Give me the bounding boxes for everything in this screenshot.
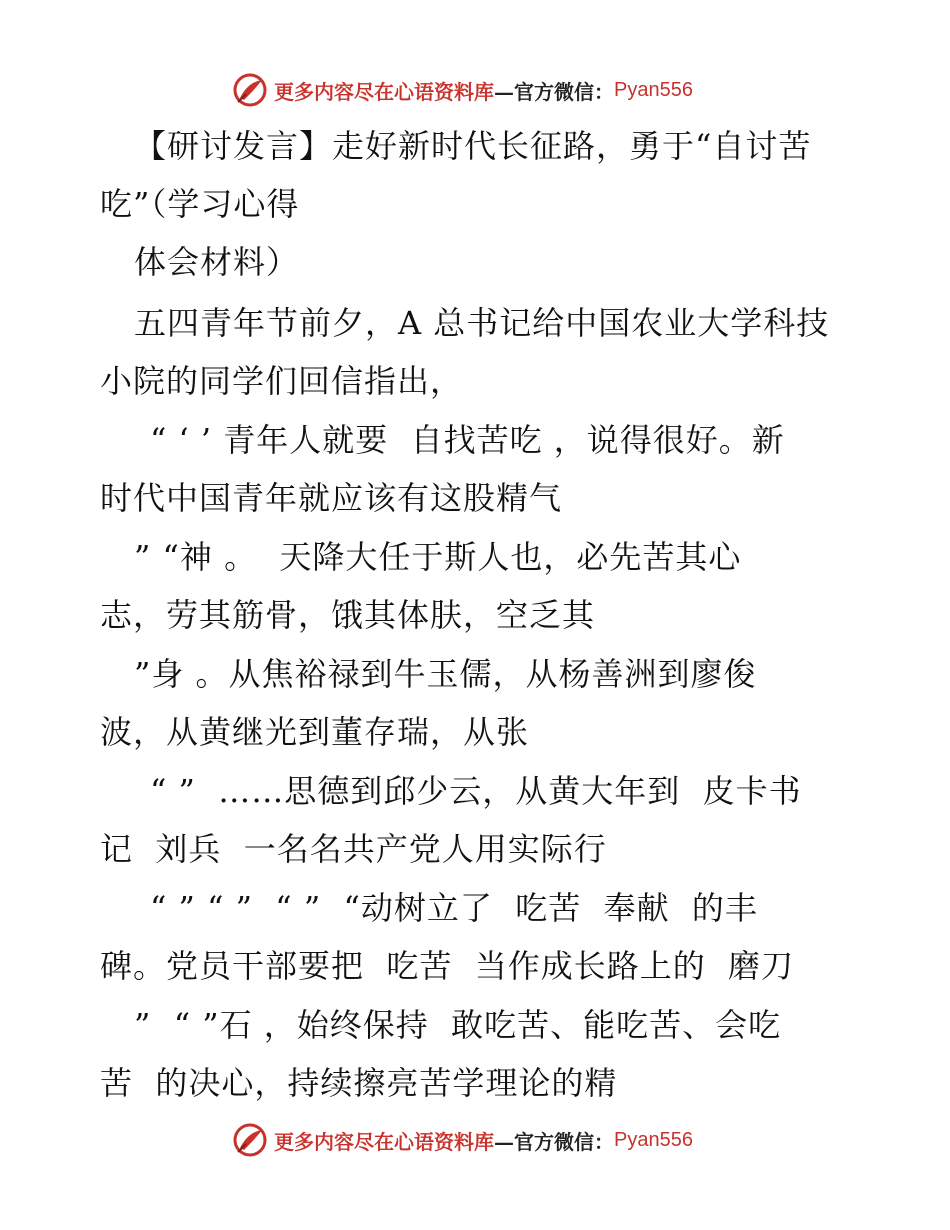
watermark-main-text: 更多内容尽在心语资料库 xyxy=(274,79,494,104)
pen-logo-icon xyxy=(232,72,268,108)
body-line: 小院的同学们回信指出， xyxy=(100,362,464,400)
watermark-wechat-id: Pyan556 xyxy=(614,78,693,101)
body-line: 【研讨发言】走好新时代长征路，勇于“自讨苦 xyxy=(134,127,812,165)
body-line: 体会材料） xyxy=(134,243,300,281)
pen-logo-icon xyxy=(232,1122,268,1158)
body-line: 苦 的决心，持续擦亮苦学理论的精 xyxy=(100,1064,618,1102)
body-line: 波，从黄继光到董存瑞，从张 xyxy=(100,713,530,751)
watermark-sub-text: —官方微信： xyxy=(494,79,614,104)
body-line: 志，劳其筋骨，饿其体肤，空乏其 xyxy=(100,596,596,634)
watermark-sub-text: —官方微信： xyxy=(494,1129,614,1154)
footer-watermark xyxy=(232,1120,693,1160)
body-line: 时代中国青年就应该有这股精气 xyxy=(100,479,563,517)
body-line: “ ” ……思德到邱少云，从黄大年到 皮卡书 xyxy=(150,772,802,810)
watermark-wechat-id: Pyan556 xyxy=(614,1128,693,1151)
body-line: 碑。党员干部要把 吃苦 当作成长路上的 磨刀 xyxy=(100,947,795,985)
watermark-main-text: 更多内容尽在心语资料库 xyxy=(274,1129,494,1154)
header-watermark xyxy=(232,70,693,110)
body-line: ” “神 。 天降大任于斯人也，必先苦其心 xyxy=(134,538,742,576)
body-line: 吃”（学习心得 xyxy=(100,185,300,223)
body-line: ”身 。从焦裕禄到牛玉儒，从杨善洲到廖俊 xyxy=(134,655,757,693)
body-line: 记 刘兵 一名名共产党人用实际行 xyxy=(100,830,607,868)
body-line: ” “ ”石 ，始终保持 敢吃苦、能吃苦、会吃 xyxy=(134,1006,782,1044)
body-line: “ ” “ ” “ ” “动树立了 吃苦 奉献 的丰 xyxy=(150,889,758,927)
body-line: 五四青年节前夕，A 总书记给中国农业大学科技 xyxy=(134,304,830,342)
body-line: “ ‘ ’ 青年人就要 自找苦吃 ，说得很好。新 xyxy=(150,421,785,459)
